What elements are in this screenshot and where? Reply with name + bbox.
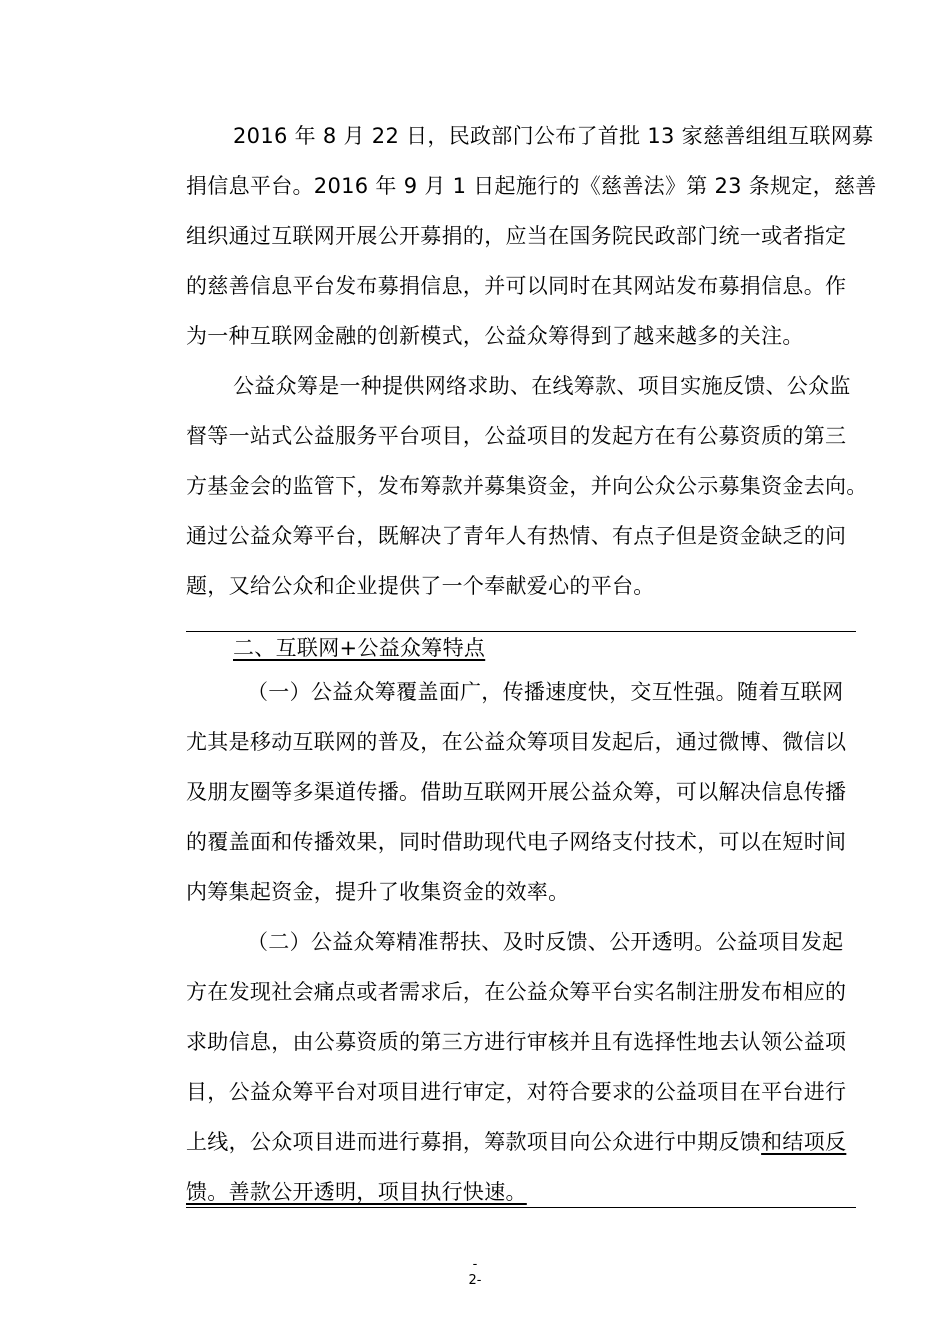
paragraph-line: 通过公益众筹平台，既解决了青年人有热情、有点子但是资金缺乏的问 — [186, 524, 847, 548]
paragraph-line: 尤其是移动互联网的普及，在公益众筹项目发起后，通过微博、微信以 — [186, 730, 847, 754]
paragraph-line: 方在发现社会痛点或者需求后，在公益众筹平台实名制注册发布相应的 — [186, 980, 847, 1004]
paragraph-line: 目，公益众筹平台对项目进行审定，对符合要求的公益项目在平台进行 — [186, 1080, 847, 1104]
horizontal-rule — [186, 631, 856, 632]
underlined-text: 和结项反 — [761, 1130, 847, 1154]
paragraph-line: 方基金会的监管下，发布筹款并募集资金，并向公众公示募集资金去向。 — [186, 474, 868, 498]
paragraph-line: 捐信息平台。2016 年 9 月 1 日起施行的《慈善法》第 23 条规定，慈善 — [186, 174, 877, 198]
paragraph-line — [186, 1127, 861, 1157]
horizontal-rule — [186, 1207, 856, 1208]
paragraph-line: 组织通过互联网开展公开募捐的，应当在国务院民政部门统一或者指定 — [186, 224, 847, 248]
paragraph-line: 的覆盖面和传播效果，同时借助现代电子网络支付技术，可以在短时间 — [186, 830, 847, 854]
paragraph-line: 督等一站式公益服务平台项目，公益项目的发起方在有公募资质的第三 — [186, 424, 847, 448]
paragraph-line: 内筹集起资金，提升了收集资金的效率。 — [186, 880, 570, 904]
paragraph-text: 上线，公众项目进而进行募捐，筹款项目向公众进行中期反馈 — [186, 1130, 762, 1154]
paragraph-line: （二）公益众筹精准帮扶、及时反馈、公开透明。公益项目发起 — [247, 930, 844, 954]
paragraph-line: 公益众筹是一种提供网络求助、在线筹款、项目实施反馈、公众监 — [233, 374, 851, 398]
section-heading: 二、互联网+公益众筹特点 — [233, 636, 486, 660]
page-number-dash: - — [472, 1257, 478, 1272]
paragraph-line: 2016 年 8 月 22 日，民政部门公布了首批 13 家慈善组组互联网募 — [233, 124, 874, 148]
paragraph-line: （一）公益众筹覆盖面广，传播速度快，交互性强。随着互联网 — [247, 680, 844, 704]
paragraph-line: 求助信息，由公募资质的第三方进行审核并且有选择性地去认领公益项 — [186, 1030, 847, 1054]
page-number: 2- — [468, 1273, 482, 1288]
paragraph-line: 题，又给公众和企业提供了一个奉献爱心的平台。 — [186, 574, 655, 598]
paragraph-line: 为一种互联网金融的创新模式，公益众筹得到了越来越多的关注。 — [186, 324, 804, 348]
paragraph-line: 及朋友圈等多渠道传播。借助互联网开展公益众筹，可以解决信息传播 — [186, 780, 847, 804]
paragraph-line: 的慈善信息平台发布募捐信息，并可以同时在其网站发布募捐信息。作 — [186, 274, 847, 298]
paragraph-line: 馈。善款公开透明，项目执行快速。 — [186, 1180, 527, 1204]
